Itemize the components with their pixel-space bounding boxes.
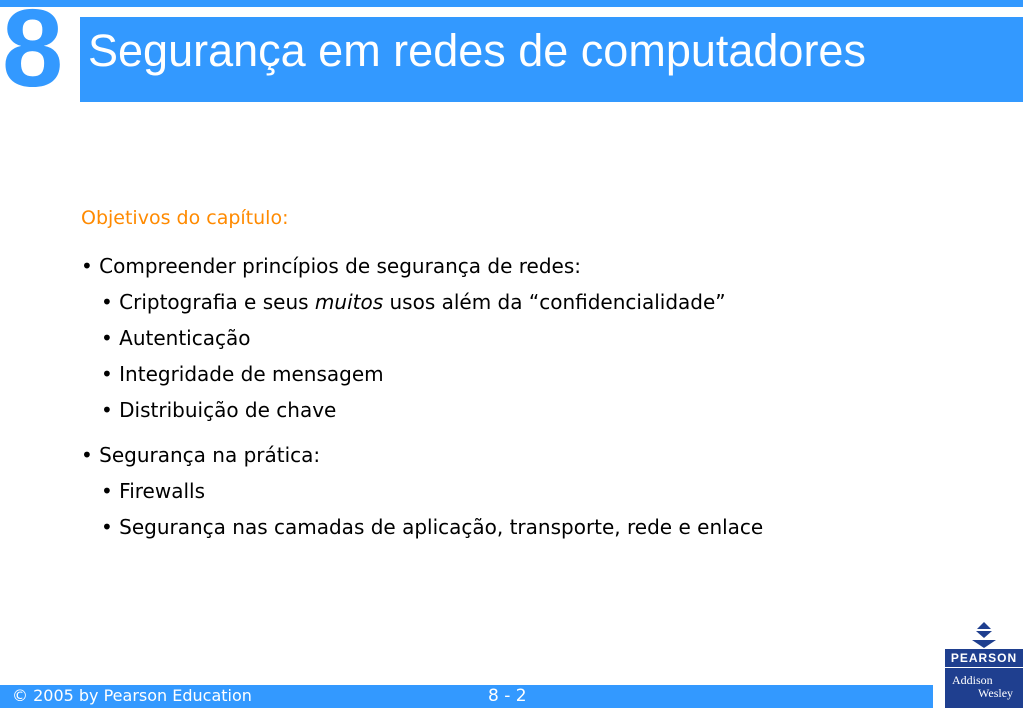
logo-line-addison: Addison: [952, 673, 993, 687]
addison-wesley-wordmark: [945, 668, 1023, 708]
bullet-key-distribution: • Distribuição de chave: [101, 398, 337, 422]
bullet-cryptography: [81, 289, 981, 315]
section-principles: [81, 253, 981, 423]
logo-line-wesley: Wesley: [978, 686, 1014, 700]
slide-title: Segurança em redes de computadores: [88, 25, 866, 76]
bullet-integrity: • Integridade de mensagem: [101, 362, 384, 386]
pearson-mark-icon: [945, 621, 1023, 649]
bullet-firewalls: • Firewalls: [101, 479, 205, 503]
page-number: 8 - 2: [488, 686, 527, 706]
bullet-principles: • Compreender princípios de segurança de redes:: [81, 254, 581, 278]
emphasis-muitos: muitos: [314, 290, 384, 314]
bullet-cryptography-start: • Criptografia e seus: [101, 290, 315, 314]
section-practice: [81, 442, 981, 540]
top-accent-strip: [0, 0, 1023, 7]
bullet-layers: • Segurança nas camadas de aplicação, transporte, rede e enlace: [101, 515, 764, 539]
chapter-number: 8: [2, 0, 64, 110]
bullet-practice: • Segurança na prática:: [81, 443, 321, 467]
pearson-wordmark: PEARSON: [945, 649, 1023, 667]
publisher-logo: [945, 621, 1023, 708]
copyright-text: © 2005 by Pearson Education: [12, 686, 252, 705]
bullet-authentication: • Autenticação: [101, 326, 251, 350]
bullet-cryptography-end: usos além da “confidencialidade”: [383, 290, 726, 314]
objectives-heading: Objetivos do capítulo:: [81, 207, 289, 229]
slide-content: [81, 205, 981, 540]
